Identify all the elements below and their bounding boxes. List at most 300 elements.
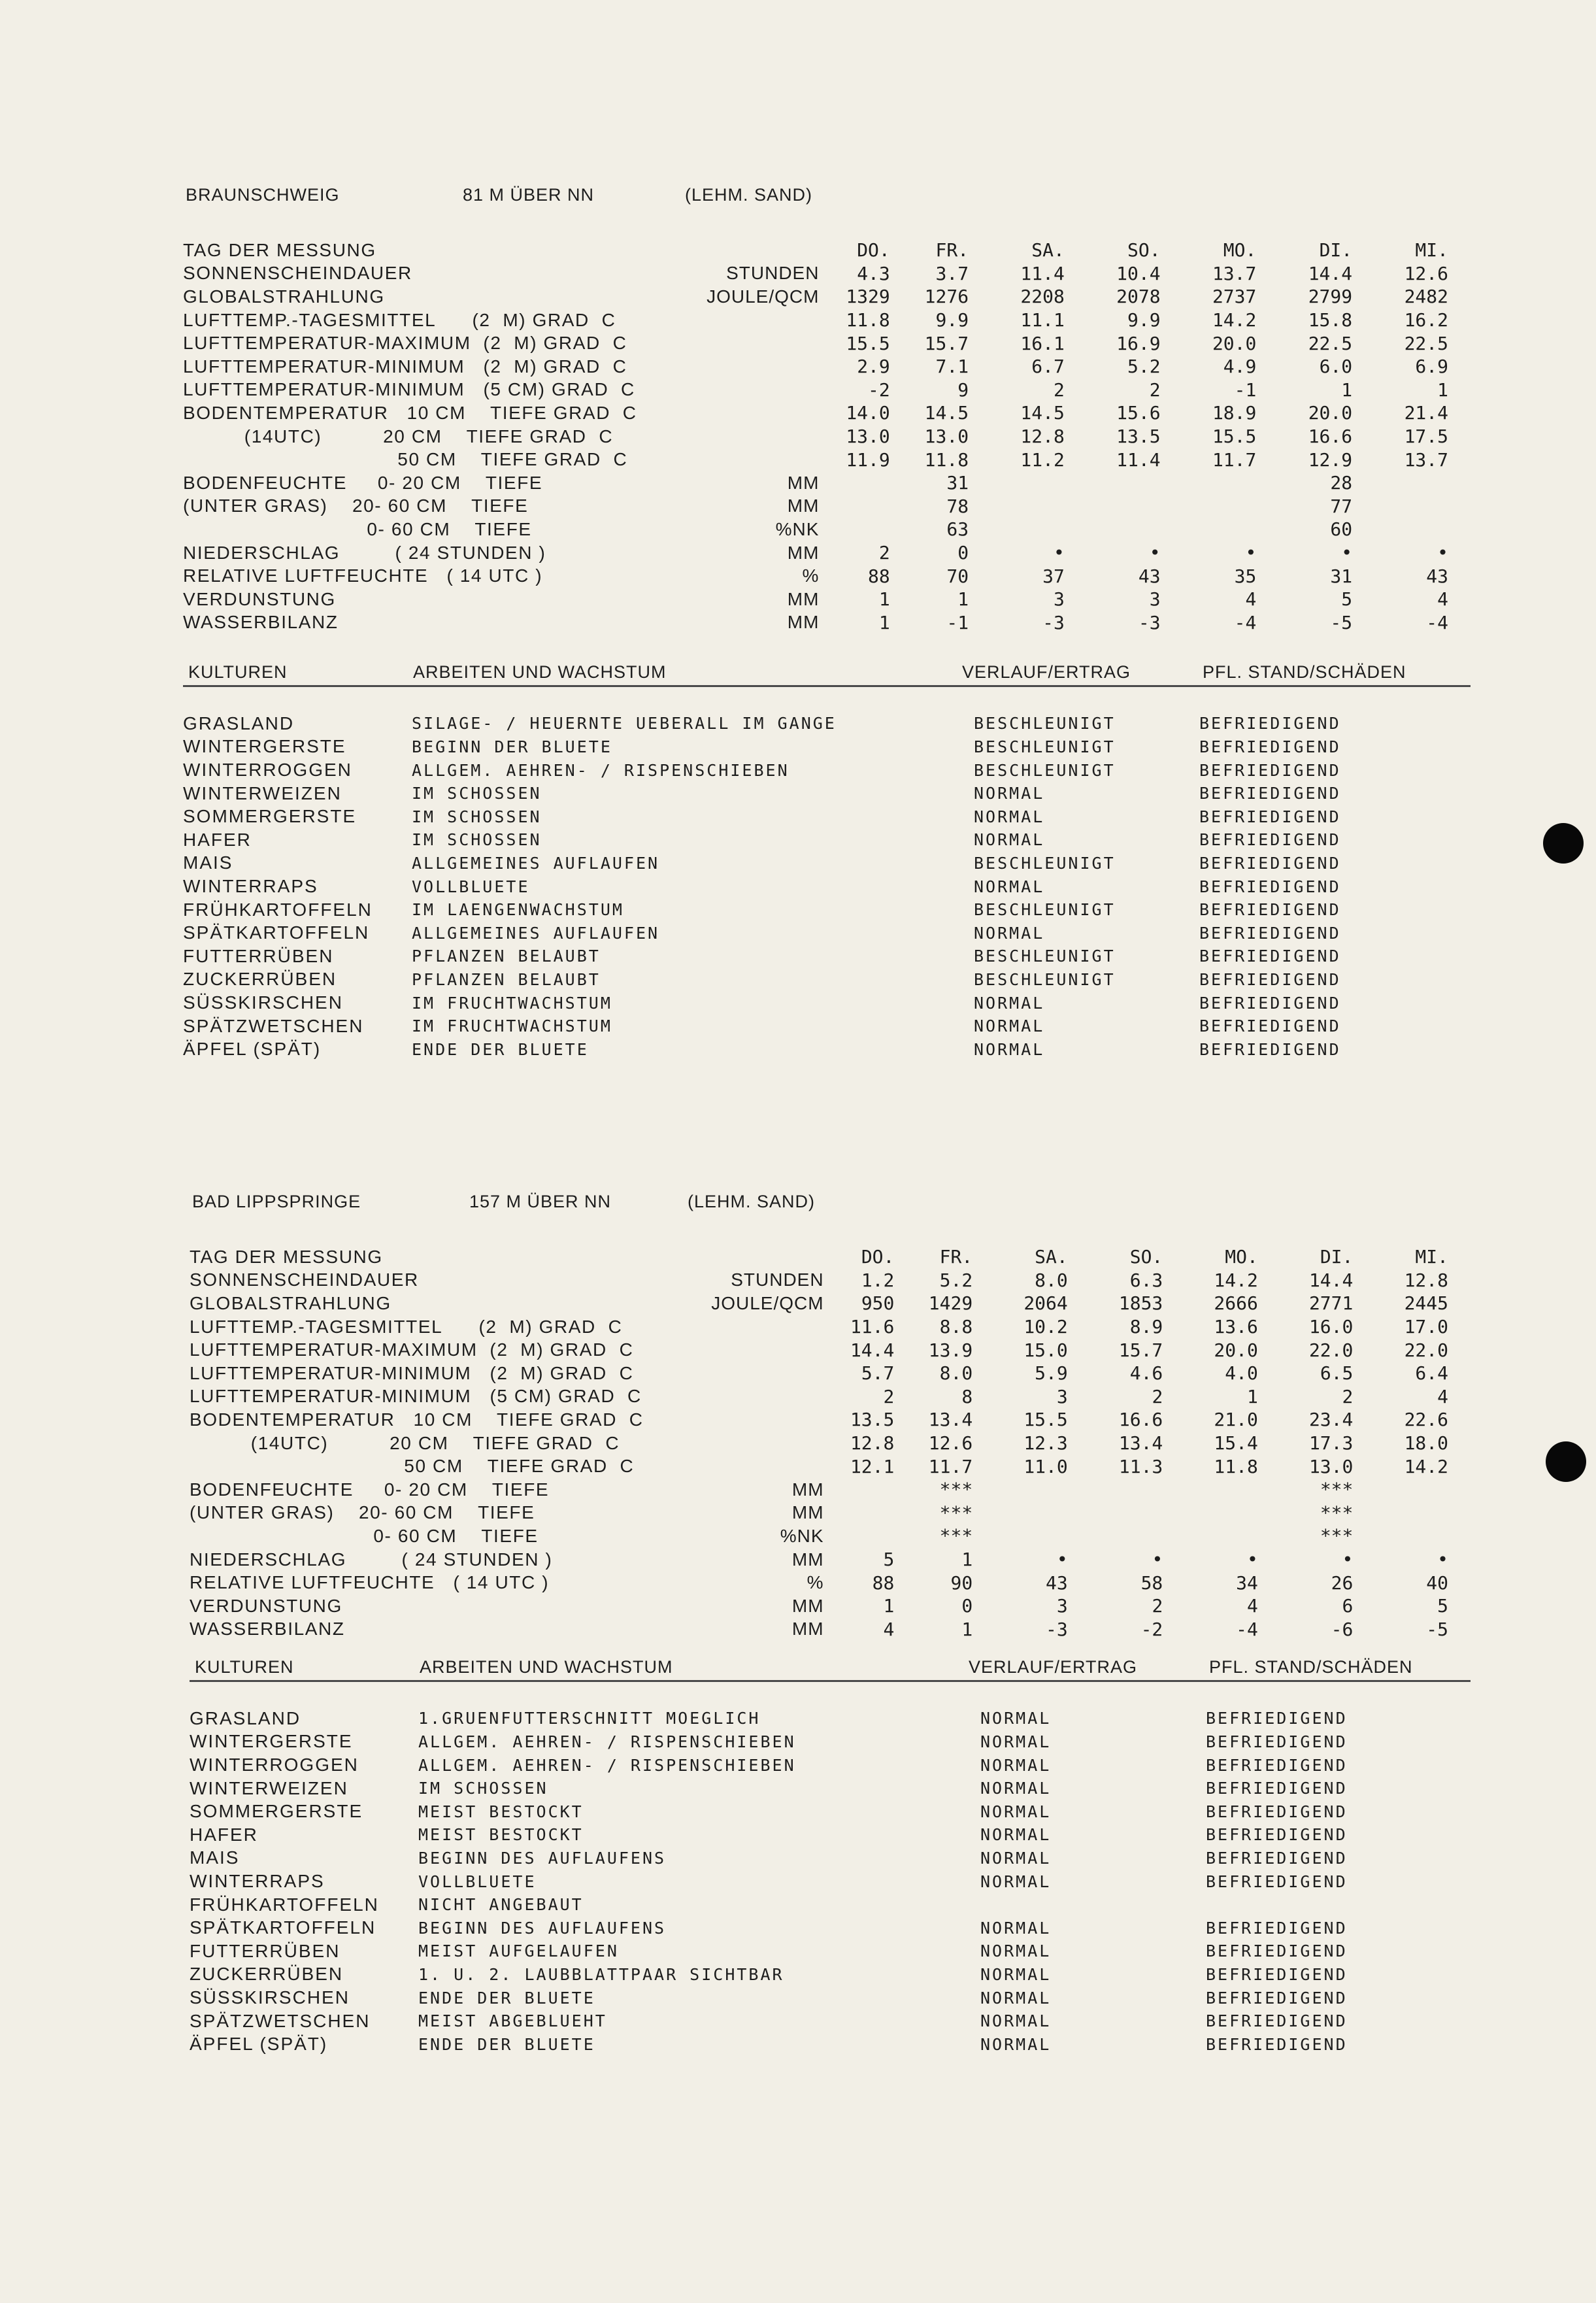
crop-status: BEFRIEDIGEND: [1199, 993, 1341, 1013]
crop-row: [183, 875, 1461, 898]
measurement-label: BODENTEMPERATUR 10 CM TIEFE GRAD C: [183, 402, 637, 423]
crop-name: ZUCKERRÜBEN: [190, 1964, 344, 1985]
measurement-label: LUFTTEMP.-TAGESMITTEL (2 M) GRAD C: [190, 1316, 623, 1337]
measurement-value: 11.4: [1020, 262, 1065, 284]
measurement-value: -4: [1234, 611, 1257, 633]
measurement-row: [190, 1408, 1471, 1432]
measurement-unit: MM: [791, 1595, 824, 1616]
measurement-value: 6.0: [1319, 356, 1353, 378]
crop-row: [190, 1893, 1467, 1917]
crop-row: [183, 852, 1461, 875]
measurement-unit: MM: [791, 1619, 824, 1639]
measurement-value: 9.9: [1127, 309, 1161, 331]
crop-course: NORMAL: [974, 877, 1045, 896]
measurement-value: 2771: [1308, 1292, 1354, 1315]
measurement-value: DO.: [861, 1246, 895, 1268]
measurement-value: 15.5: [846, 332, 890, 354]
measurement-value: 18.9: [1212, 402, 1257, 424]
measurement-value: 2: [1149, 378, 1161, 401]
measurement-value: 34: [1236, 1572, 1258, 1594]
measurement-value: 88: [868, 565, 890, 587]
crop-name: FRÜHKARTOFFELN: [190, 1894, 379, 1915]
station-name: BRAUNSCHWEIG: [186, 185, 340, 205]
measurement-value: [1183, 495, 1279, 518]
header-stand: PFL. STAND/SCHÄDEN: [1203, 662, 1406, 682]
crop-status: BEFRIEDIGEND: [1199, 807, 1341, 826]
measurement-value: 9: [957, 378, 969, 401]
crop-row: [190, 1986, 1467, 2009]
crop-work: ALLGEMEINES AUFLAUFEN: [412, 853, 660, 873]
measurement-value: 2737: [1212, 286, 1257, 308]
measurement-value: 5.2: [939, 1269, 973, 1291]
measurement-value: 8: [961, 1385, 973, 1407]
crop-work: ALLGEM. AEHREN- / RISPENSCHIEBEN: [418, 1755, 796, 1775]
measurement-unit: MM: [787, 542, 820, 563]
measurement-value: 2: [1152, 1595, 1163, 1617]
measurement-value: 14.2: [1404, 1455, 1448, 1477]
crop-name: FUTTERRÜBEN: [183, 945, 334, 966]
crop-name: MAIS: [190, 1847, 240, 1868]
measurement-value: SA.: [1035, 1246, 1068, 1268]
measurement-unit: [674, 239, 833, 262]
crop-work: IM SCHOSSEN: [412, 807, 542, 826]
measurement-value: 43: [1426, 565, 1448, 587]
measurement-value: 88: [872, 1572, 895, 1594]
crop-row: [190, 1870, 1467, 1893]
crop-course: NORMAL: [980, 1825, 1052, 1845]
measurement-row: [190, 1315, 1471, 1339]
crop-status: BEFRIEDIGEND: [1206, 2034, 1348, 2054]
measurement-unit: %: [802, 565, 820, 586]
crop-name: SOMMERGERSTE: [183, 806, 357, 827]
measurement-value: 1853: [1118, 1292, 1163, 1315]
crop-course: NORMAL: [980, 1848, 1052, 1868]
measurement-label: VERDUNSTUNG: [190, 1595, 342, 1616]
measurement-value: •: [1053, 542, 1065, 564]
crop-course: [980, 1893, 1206, 1917]
measurement-label: (14UTC) 20 CM TIEFE GRAD C: [183, 426, 614, 446]
measurement-value: 13.0: [846, 426, 890, 448]
crop-name: SPÄTZWETSCHEN: [183, 1015, 364, 1036]
crop-status: BEFRIEDIGEND: [1199, 737, 1341, 756]
measurement-value: 11.9: [846, 448, 890, 471]
crop-work: ALLGEMEINES AUFLAUFEN: [412, 923, 660, 943]
crop-name: ÄPFEL (SPÄT): [190, 2034, 328, 2055]
measurement-value: 13.0: [924, 426, 969, 448]
measurement-value: 11.8: [846, 309, 890, 331]
crop-work: NICHT ANGEBAUT: [418, 1895, 584, 1915]
crop-course: NORMAL: [980, 1709, 1052, 1728]
crop-row: [183, 712, 1461, 735]
measurement-value: MI.: [1415, 1246, 1448, 1268]
measurement-row: [183, 262, 1471, 286]
measurement-value: 13.0: [1308, 1455, 1354, 1477]
crop-row: [190, 1940, 1467, 1963]
crop-course: NORMAL: [980, 1988, 1052, 2008]
measurement-value: 22.5: [1308, 332, 1353, 354]
measurement-row: [190, 1362, 1471, 1385]
crop-name: WINTERGERSTE: [183, 736, 346, 757]
crop-row: [190, 1823, 1467, 1847]
crop-row: [190, 1777, 1467, 1800]
station-elevation: 81 M ÜBER NN: [463, 185, 595, 205]
measurement-value: -1: [946, 611, 969, 633]
measurement-value: 6.5: [1320, 1362, 1354, 1385]
crop-work: MEIST BESTOCKT: [418, 1825, 584, 1845]
measurement-label: WASSERBILANZ: [190, 1619, 345, 1639]
measurement-value: •: [1437, 542, 1448, 564]
measurement-value: 16.9: [1116, 332, 1161, 354]
measurement-value: 14.5: [1020, 402, 1065, 424]
measurement-value: 16.0: [1308, 1316, 1354, 1338]
crop-course: NORMAL: [980, 1779, 1052, 1798]
measurement-value: 20.0: [1214, 1339, 1258, 1361]
measurement-label: VERDUNSTUNG: [183, 588, 336, 609]
measurement-row: [183, 285, 1471, 309]
measurement-unit: [674, 401, 833, 425]
crop-row: [190, 1963, 1467, 1987]
crop-course: NORMAL: [980, 1802, 1052, 1821]
measurement-row: [183, 448, 1471, 471]
measurement-value: SO.: [1127, 239, 1161, 261]
measurement-value: -2: [868, 378, 890, 401]
measurement-value: •: [1152, 1549, 1163, 1571]
crop-work: BEGINN DES AUFLAUFENS: [418, 1918, 667, 1938]
measurement-label: LUFTTEMPERATUR-MAXIMUM (2 M) GRAD C: [183, 333, 627, 354]
measurement-unit: MM: [791, 1479, 824, 1500]
station-header: [183, 1192, 1471, 1218]
measurement-unit: [680, 1245, 839, 1269]
measurement-value: 14.2: [1214, 1269, 1258, 1291]
measurement-value: [1374, 518, 1471, 541]
measurement-value: 21.0: [1214, 1409, 1258, 1431]
measurement-unit: MM: [791, 1549, 824, 1570]
measurement-value: 2: [1152, 1385, 1163, 1407]
measurement-value: 2064: [1023, 1292, 1068, 1315]
crop-work: ENDE DER BLUETE: [418, 2034, 595, 2054]
measurement-value: 11.8: [924, 448, 969, 471]
measurement-row: [183, 401, 1471, 425]
crop-name: WINTERROGGEN: [190, 1755, 359, 1775]
measurement-row: [190, 1548, 1471, 1572]
crop-row: [183, 1015, 1461, 1038]
measurement-value: [995, 1478, 1090, 1502]
measurement-value: 31: [1330, 565, 1353, 587]
measurement-value: 14.4: [1308, 1269, 1354, 1291]
station-braunschweig: [183, 185, 1471, 1061]
measurement-row: [183, 425, 1471, 448]
crop-work: IM FRUCHTWACHSTUM: [412, 993, 612, 1013]
measurement-value: [1090, 1502, 1186, 1525]
measurement-value: 6: [1342, 1595, 1354, 1617]
crop-work: MEIST AUFGELAUFEN: [418, 1942, 619, 1961]
measurement-label: LUFTTEMP.-TAGESMITTEL (2 M) GRAD C: [183, 309, 616, 330]
measurement-value: 23.4: [1308, 1409, 1354, 1431]
measurement-value: 70: [946, 565, 969, 587]
header-kulturen: KULTUREN: [188, 662, 288, 682]
measurement-value: 0: [961, 1595, 973, 1617]
crop-work: 1.GRUENFUTTERSCHNITT MOEGLICH: [418, 1709, 761, 1728]
measurement-value: [1375, 1478, 1471, 1502]
crop-table: [183, 712, 1461, 1061]
measurement-label: TAG DER MESSUNG: [190, 1246, 383, 1267]
measurement-value: 12.6: [928, 1432, 973, 1454]
measurement-value: 4.0: [1225, 1362, 1258, 1385]
crop-work: PFLANZEN BELAUBT: [412, 947, 601, 966]
measurement-label: LUFTTEMPERATUR-MINIMUM (2 M) GRAD C: [190, 1362, 634, 1383]
measurement-label: NIEDERSCHLAG ( 24 STUNDEN ): [190, 1549, 553, 1570]
header-kulturen: KULTUREN: [195, 1657, 294, 1677]
measurement-value: SO.: [1129, 1246, 1163, 1268]
measurement-unit: [680, 1315, 839, 1339]
measurement-value: 15.6: [1116, 402, 1161, 424]
station-name: BAD LIPPSPRINGE: [192, 1192, 361, 1211]
measurement-value: -3: [1138, 611, 1161, 633]
measurement-value: 13.4: [1118, 1432, 1163, 1454]
measurement-value: 1.2: [861, 1269, 895, 1291]
measurement-value: DO.: [857, 239, 890, 261]
measurement-row: [190, 1478, 1471, 1502]
measurement-value: 1329: [846, 286, 890, 308]
measurement-row: [183, 309, 1471, 332]
crop-work: ENDE DER BLUETE: [418, 1988, 595, 2008]
measurement-value: 43: [1138, 565, 1161, 587]
binder-hole-upper: [1543, 823, 1584, 864]
measurement-value: 8.8: [939, 1316, 973, 1338]
measurement-value: 3.7: [935, 262, 969, 284]
measurement-value: 7.1: [935, 356, 969, 378]
crop-status: BEFRIEDIGEND: [1206, 1802, 1348, 1821]
crop-status: BEFRIEDIGEND: [1206, 1779, 1348, 1798]
measurement-value: 17.3: [1308, 1432, 1354, 1454]
measurement-value: 5.9: [1035, 1362, 1068, 1385]
measurement-value: 11.0: [1023, 1455, 1068, 1477]
measurement-value: 3: [1053, 588, 1065, 611]
measurement-unit: [674, 425, 833, 448]
measurement-value: [991, 471, 1087, 495]
measurement-unit: [680, 1432, 839, 1455]
measurement-value: 77: [1330, 495, 1353, 517]
measurement-row: [183, 239, 1471, 262]
measurement-value: [833, 471, 912, 495]
measurement-value: 1: [878, 611, 890, 633]
measurement-value: 10.2: [1023, 1316, 1068, 1338]
measurement-label: 0- 60 CM TIEFE: [183, 518, 532, 539]
measurement-value: 11.2: [1020, 448, 1065, 471]
crop-course: NORMAL: [974, 807, 1045, 826]
measurement-label: LUFTTEMPERATUR-MINIMUM (5 CM) GRAD C: [190, 1386, 642, 1407]
measurement-value: [991, 495, 1087, 518]
measurement-row: [183, 471, 1471, 495]
measurement-value: 15.7: [924, 332, 969, 354]
measurement-value: 4.6: [1129, 1362, 1163, 1385]
measurement-unit: [680, 1362, 839, 1385]
measurement-value: 15.5: [1212, 426, 1257, 448]
measurement-value: 12.3: [1023, 1432, 1068, 1454]
crop-name: ZUCKERRÜBEN: [183, 969, 337, 990]
measurement-value: 3: [1056, 1595, 1068, 1617]
measurement-value: 13.6: [1214, 1316, 1258, 1338]
measurement-value: [1185, 1524, 1280, 1548]
measurement-value: 5.7: [861, 1362, 895, 1385]
station-soil: (LEHM. SAND): [685, 185, 813, 205]
measurement-value: 11.8: [1214, 1455, 1258, 1477]
measurement-value: [833, 518, 912, 541]
measurement-value: [1185, 1502, 1280, 1525]
crop-work: ALLGEM. AEHREN- / RISPENSCHIEBEN: [412, 760, 790, 780]
measurement-value: DI.: [1319, 239, 1353, 261]
measurement-value: -3: [1042, 611, 1065, 633]
measurement-value: 14.5: [924, 402, 969, 424]
crop-row: [183, 898, 1461, 922]
crop-row: [183, 921, 1461, 945]
measurement-value: 11.4: [1116, 448, 1161, 471]
measurement-value: 58: [1140, 1572, 1163, 1594]
header-arbeiten: ARBEITEN UND WACHSTUM: [420, 1657, 673, 1677]
crop-status: BEFRIEDIGEND: [1206, 1825, 1348, 1845]
measurement-value: -5: [1330, 611, 1353, 633]
crop-status: BEFRIEDIGEND: [1206, 1964, 1348, 1984]
measurement-value: 6.9: [1415, 356, 1448, 378]
crop-course: NORMAL: [974, 993, 1045, 1013]
measurement-value: 2: [878, 542, 890, 564]
measurement-row: [190, 1502, 1471, 1525]
measurement-label: 0- 60 CM TIEFE: [190, 1525, 539, 1546]
measurement-value: 1: [883, 1595, 895, 1617]
measurement-unit: MM: [787, 612, 820, 633]
crop-status: BEFRIEDIGEND: [1199, 900, 1341, 920]
measurement-label: 50 CM TIEFE GRAD C: [183, 449, 628, 470]
measurement-value: •: [1245, 542, 1257, 564]
measurement-value: 2482: [1404, 286, 1448, 308]
measurement-value: [991, 518, 1087, 541]
crop-row: [183, 735, 1461, 759]
measurement-value: 1: [961, 1549, 973, 1571]
measurement-value: 2078: [1116, 286, 1161, 308]
measurement-label: (14UTC) 20 CM TIEFE GRAD C: [190, 1432, 620, 1453]
crop-status: BEFRIEDIGEND: [1206, 1988, 1348, 2008]
measurement-value: 37: [1042, 565, 1065, 587]
measurement-value: 11.3: [1118, 1455, 1163, 1477]
crop-status: BEFRIEDIGEND: [1206, 1918, 1348, 1938]
measurement-value: 4: [883, 1618, 895, 1640]
crop-name: GRASLAND: [183, 713, 295, 733]
measurement-label: TAG DER MESSUNG: [183, 239, 376, 260]
measurement-unit: %NK: [780, 1525, 824, 1546]
measurement-unit: [680, 1454, 839, 1478]
crop-status: BEFRIEDIGEND: [1199, 969, 1341, 989]
measurement-row: [190, 1245, 1471, 1269]
crop-name: SPÄTZWETSCHEN: [190, 2010, 371, 2031]
crop-work: VOLLBLUETE: [418, 1872, 537, 1891]
measurement-unit: MM: [787, 588, 820, 609]
measurement-label: RELATIVE LUFTFEUCHTE ( 14 UTC ): [190, 1572, 550, 1593]
measurement-value: 22.6: [1404, 1409, 1448, 1431]
crop-work: VOLLBLUETE: [412, 877, 530, 896]
measurement-value: 2: [1342, 1385, 1354, 1407]
crop-row: [190, 1753, 1467, 1777]
measurement-value: ***: [939, 1525, 973, 1547]
measurement-value: •: [1342, 1549, 1354, 1571]
crop-course: BESCHLEUNIGT: [974, 737, 1116, 756]
header-verlauf: VERLAUF/ERTRAG: [962, 662, 1131, 682]
crop-course: BESCHLEUNIGT: [974, 900, 1116, 920]
measurement-label: GLOBALSTRAHLUNG: [190, 1292, 391, 1313]
measurement-unit: MM: [787, 496, 820, 516]
measurement-row: [183, 611, 1471, 635]
measurement-value: 12.1: [850, 1455, 895, 1477]
crop-course: NORMAL: [974, 1039, 1045, 1059]
header-stand: PFL. STAND/SCHÄDEN: [1209, 1657, 1413, 1677]
measurement-value: [1087, 471, 1183, 495]
measurement-value: 31: [946, 472, 969, 494]
measurement-label: BODENFEUCHTE 0- 20 CM TIEFE: [183, 472, 543, 493]
measurement-row: [183, 541, 1471, 565]
crop-name: SÜSSKIRSCHEN: [183, 992, 343, 1013]
measurement-value: 78: [946, 495, 969, 517]
measurement-value: -1: [1234, 378, 1257, 401]
measurement-unit: [680, 1408, 839, 1432]
measurement-value: DI.: [1320, 1246, 1354, 1268]
measurement-value: -4: [1426, 611, 1448, 633]
crop-status: BEFRIEDIGEND: [1206, 1732, 1348, 1751]
crop-status: BEFRIEDIGEND: [1206, 1755, 1348, 1775]
crop-row: [190, 1916, 1467, 1940]
measurement-label: LUFTTEMPERATUR-MINIMUM (5 CM) GRAD C: [183, 379, 635, 400]
measurement-value: 3: [1056, 1385, 1068, 1407]
measurement-label: SONNENSCHEINDAUER: [190, 1269, 419, 1290]
crop-course: BESCHLEUNIGT: [974, 853, 1116, 873]
measurement-value: 5: [1437, 1595, 1448, 1617]
crop-name: SPÄTKARTOFFELN: [183, 922, 370, 943]
measurement-value: 8.0: [939, 1362, 973, 1385]
crop-row: [183, 991, 1461, 1015]
measurement-row: [190, 1594, 1471, 1618]
measurement-value: 22.5: [1404, 332, 1448, 354]
crop-course: NORMAL: [980, 1755, 1052, 1775]
measurement-value: [1183, 471, 1279, 495]
measurement-unit: MM: [787, 472, 820, 493]
measurement-value: [1375, 1502, 1471, 1525]
measurement-value: MI.: [1415, 239, 1448, 261]
measurement-value: 6.7: [1031, 356, 1065, 378]
measurement-value: 16.2: [1404, 309, 1448, 331]
measurement-label: RELATIVE LUFTFEUCHTE ( 14 UTC ): [183, 565, 543, 586]
measurement-row: [190, 1571, 1471, 1594]
measurement-value: [1090, 1478, 1186, 1502]
crop-status: BEFRIEDIGEND: [1199, 714, 1341, 733]
crop-work: IM SCHOSSEN: [412, 830, 542, 850]
crop-name: FUTTERRÜBEN: [190, 1940, 341, 1961]
crop-name: HAFER: [183, 829, 252, 850]
measurement-value: 21.4: [1404, 402, 1448, 424]
measurement-value: 5.2: [1127, 356, 1161, 378]
measurement-value: •: [1437, 1549, 1448, 1571]
measurement-value: 13.9: [928, 1339, 973, 1361]
measurement-value: •: [1341, 542, 1353, 564]
measurement-row: [183, 495, 1471, 518]
crop-status: BEFRIEDIGEND: [1199, 923, 1341, 943]
measurement-unit: [674, 448, 833, 471]
measurement-value: 1: [878, 588, 890, 611]
measurement-value: ***: [1320, 1502, 1354, 1524]
measurement-value: 22.0: [1404, 1339, 1448, 1361]
measurement-value: 2445: [1404, 1292, 1448, 1315]
crop-status: BEFRIEDIGEND: [1199, 784, 1341, 803]
measurement-value: 1: [1437, 378, 1448, 401]
crop-work: BEGINN DES AUFLAUFENS: [418, 1848, 667, 1868]
measurement-value: 11.7: [928, 1455, 973, 1477]
